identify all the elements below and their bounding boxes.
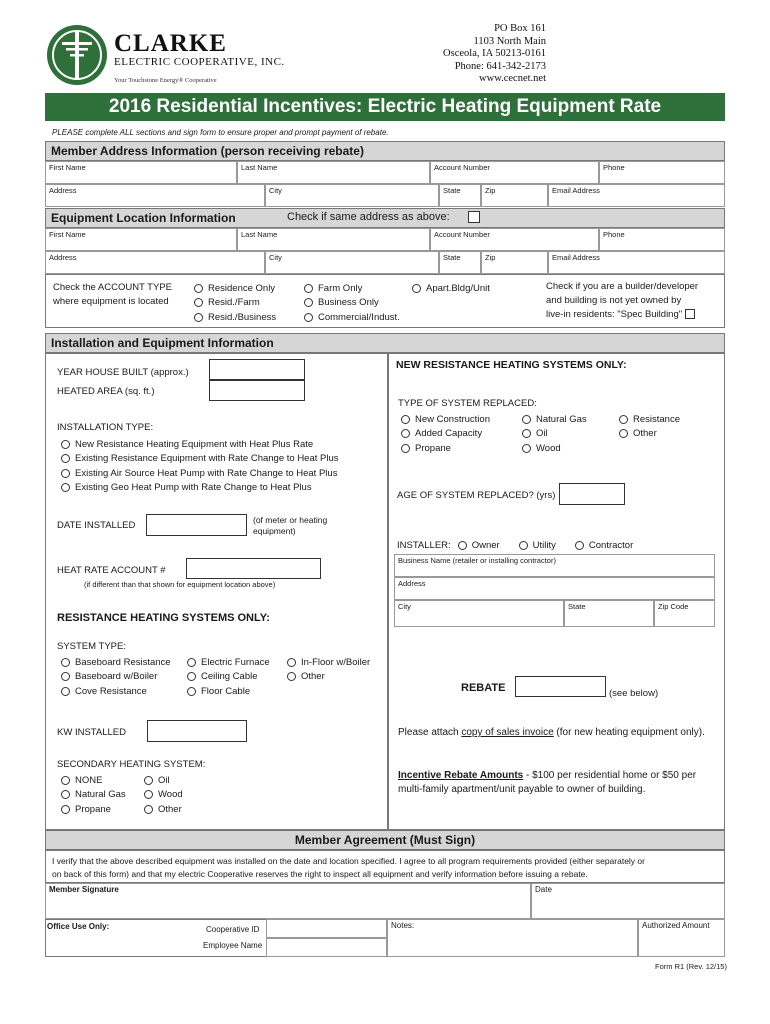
radio-icon[interactable] <box>401 415 410 424</box>
location-account-number[interactable]: Account Number <box>430 228 599 251</box>
radio-replaced[interactable] <box>522 412 587 427</box>
agreement-text <box>52 855 645 881</box>
radio-system-type[interactable] <box>61 684 171 699</box>
secondary-label: SECONDARY HEATING SYSTEM: <box>57 759 206 770</box>
radio-icon[interactable] <box>194 313 203 322</box>
radio-icon[interactable] <box>194 298 203 307</box>
radio-resid-business[interactable] <box>194 310 276 325</box>
heat-rate-note: (if different than that shown for equipment location above) <box>84 580 276 589</box>
location-state[interactable]: State <box>439 251 481 274</box>
radio-icon[interactable] <box>187 672 196 681</box>
radio-icon[interactable] <box>144 805 153 814</box>
radio-commercial[interactable] <box>304 310 400 325</box>
radio-replaced[interactable] <box>401 441 490 456</box>
heated-area-label: HEATED AREA (sq. ft.) <box>57 386 155 397</box>
form-id: Form R1 (Rev. 12/15) <box>655 962 727 971</box>
radio-icon[interactable] <box>304 313 313 322</box>
radio-icon[interactable] <box>287 658 296 667</box>
rebate-amounts-line <box>398 769 696 783</box>
radio-icon[interactable] <box>304 298 313 307</box>
radio-icon[interactable] <box>61 776 70 785</box>
radio-install-type[interactable] <box>61 481 339 496</box>
radio-icon[interactable] <box>522 444 531 453</box>
account-type-label <box>53 281 172 309</box>
org-name: CLARKE <box>114 30 227 57</box>
member-first-name[interactable]: First Name <box>45 161 237 184</box>
instructions: PLEASE complete ALL sections and sign form to ensure proper and prompt payment of rebate. <box>52 128 389 137</box>
office-use-label: Office Use Only: <box>47 922 110 931</box>
radio-apart-bldg[interactable] <box>412 281 490 296</box>
location-first-name[interactable]: First Name <box>45 228 237 251</box>
radio-secondary[interactable] <box>61 788 126 803</box>
system-type-col1 <box>61 655 171 699</box>
notes-label: Notes: <box>391 921 415 930</box>
date-note-line: equipment) <box>253 526 296 536</box>
member-account-number[interactable]: Account Number <box>430 161 599 184</box>
radio-system-type[interactable] <box>61 670 171 685</box>
radio-label: Existing Air Source Heat Pump with Rate Change to Heat Plus <box>75 467 338 479</box>
radio-system-type[interactable] <box>187 684 270 699</box>
replaced-col2 <box>522 412 587 456</box>
replaced-col1 <box>401 412 490 456</box>
radio-icon[interactable] <box>61 805 70 814</box>
radio-icon[interactable] <box>575 541 584 550</box>
installer-grid <box>394 554 715 627</box>
heated-area-input[interactable] <box>209 380 305 401</box>
radio-label: NONE <box>75 774 103 786</box>
radio-install-type[interactable] <box>61 452 339 467</box>
date-installed-label: DATE INSTALLED <box>57 520 136 531</box>
coop-id-field[interactable] <box>266 919 387 938</box>
radio-icon[interactable] <box>144 776 153 785</box>
spec-building-checkbox[interactable] <box>685 309 695 319</box>
radio-icon[interactable] <box>61 658 70 667</box>
notes-field[interactable] <box>387 919 638 957</box>
account-type-col3 <box>412 281 490 296</box>
radio-icon[interactable] <box>458 541 467 550</box>
authorized-amount-field[interactable] <box>638 919 725 957</box>
radio-replaced[interactable] <box>401 412 490 427</box>
system-type-col3 <box>287 655 370 684</box>
radio-system-type[interactable] <box>61 655 171 670</box>
radio-label: Residence Only <box>208 282 276 294</box>
radio-icon[interactable] <box>61 469 70 478</box>
builder-note-line: and building is not yet owned by <box>546 295 682 306</box>
radio-replaced[interactable] <box>401 427 490 442</box>
member-phone[interactable]: Phone <box>599 161 725 184</box>
replaced-col3 <box>619 412 680 441</box>
member-zip[interactable]: Zip <box>481 184 548 207</box>
radio-icon[interactable] <box>187 687 196 696</box>
radio-label: In-Floor w/Boiler <box>301 656 371 668</box>
member-last-name[interactable]: Last Name <box>237 161 430 184</box>
system-type-col2 <box>187 655 270 699</box>
radio-icon[interactable] <box>194 284 203 293</box>
member-section-heading: Member Address Information (person receiving rebate) <box>45 141 725 161</box>
radio-secondary[interactable] <box>61 802 126 817</box>
radio-label: Commercial/Indust. <box>318 311 400 323</box>
rebate-note: (see below) <box>609 688 659 699</box>
radio-label: Oil <box>536 428 548 440</box>
org-sub: ELECTRIC COOPERATIVE, INC. <box>114 56 285 68</box>
location-heading-text: Equipment Location Information <box>51 211 236 225</box>
installer-options <box>397 538 633 553</box>
radio-label: Wood <box>158 789 183 801</box>
agreement-date-field[interactable] <box>531 883 725 919</box>
radio-icon[interactable] <box>61 687 70 696</box>
radio-icon[interactable] <box>401 429 410 438</box>
account-type-col1 <box>194 281 276 325</box>
radio-label: Baseboard w/Boiler <box>75 671 158 683</box>
radio-system-type[interactable] <box>187 655 270 670</box>
radio-icon[interactable] <box>61 454 70 463</box>
installer-row <box>397 538 633 553</box>
installer-city-field[interactable]: City <box>394 600 564 627</box>
page-title: 2016 Residential Incentives: Electric Heating Equipment Rate <box>45 93 725 121</box>
member-city[interactable]: City <box>265 184 439 207</box>
installer-state-field[interactable]: State <box>564 600 654 627</box>
radio-install-type[interactable] <box>61 466 339 481</box>
builder-note-text: live-in residents: "Spec Building" <box>546 309 683 320</box>
location-zip[interactable]: Zip <box>481 251 548 274</box>
attach-link: copy of sales invoice <box>461 727 554 738</box>
account-type-label-line: Check the ACCOUNT TYPE <box>53 282 172 293</box>
radio-secondary[interactable] <box>144 773 183 788</box>
agreement-line: on back of this form) and that my electric Cooperative reserves the right to inspect all equipment and verify information before issuing a rebate. <box>52 869 588 879</box>
builder-note-line: Check if you are a builder/developer <box>546 281 699 292</box>
same-address-checkbox[interactable] <box>468 211 480 223</box>
location-last-name[interactable]: Last Name <box>237 228 430 251</box>
location-grid <box>45 228 725 274</box>
radio-label: Contractor <box>588 539 634 551</box>
address-line: Phone: 641-342-2173 <box>454 60 546 72</box>
rebate-amounts-text: - $100 per residential home or $50 per <box>523 770 697 781</box>
radio-label: Resistance <box>633 413 680 425</box>
radio-label: Wood <box>536 442 561 454</box>
radio-install-type[interactable] <box>61 437 339 452</box>
attach-post: (for new heating equipment only). <box>553 727 705 738</box>
address-line: PO Box 161 <box>494 23 546 34</box>
radio-icon[interactable] <box>61 440 70 449</box>
radio-label: Added Capacity <box>415 428 483 440</box>
same-address-label: Check if same address as above: <box>287 211 450 223</box>
rebate-amounts-title: Incentive Rebate Amounts <box>398 770 524 781</box>
date-note-line: (of meter or heating <box>253 515 328 525</box>
business-name-field[interactable]: Business Name (retailer or installing contractor) <box>394 554 715 577</box>
installation-type-label: INSTALLATION TYPE: <box>57 422 154 433</box>
installer-address-field[interactable]: Address <box>394 577 715 600</box>
radio-icon[interactable] <box>61 790 70 799</box>
year-built-label: YEAR HOUSE BUILT (approx.) <box>57 367 189 378</box>
radio-icon[interactable] <box>61 672 70 681</box>
rebate-input[interactable] <box>515 676 606 697</box>
radio-label: Farm Only <box>318 282 363 294</box>
radio-label: Resid./Business <box>208 311 277 323</box>
radio-icon[interactable] <box>522 429 531 438</box>
account-type-label-line: where equipment is located <box>53 296 169 307</box>
radio-icon[interactable] <box>61 483 70 492</box>
installer-label: INSTALLER: <box>397 539 451 551</box>
radio-label: Other <box>301 671 325 683</box>
date-note <box>253 515 327 537</box>
coop-id-label: Cooperative ID <box>206 925 260 934</box>
secondary-col2 <box>144 773 183 817</box>
agreement-heading: Member Agreement (Must Sign) <box>45 830 725 850</box>
radio-icon[interactable] <box>519 541 528 550</box>
kw-installed-label: KW INSTALLED <box>57 727 126 738</box>
radio-label: Floor Cable <box>201 685 251 697</box>
location-email[interactable]: Email Address <box>548 251 725 274</box>
radio-label: Propane <box>75 803 111 815</box>
resistance-only-heading: RESISTANCE HEATING SYSTEMS ONLY: <box>57 612 270 624</box>
radio-farm-only[interactable] <box>304 281 400 296</box>
builder-note-line <box>546 308 698 322</box>
radio-label: Ceiling Cable <box>201 671 258 683</box>
radio-icon[interactable] <box>401 444 410 453</box>
radio-replaced[interactable] <box>619 412 680 427</box>
attach-pre: Please attach <box>398 727 462 738</box>
radio-icon[interactable] <box>287 672 296 681</box>
radio-replaced[interactable] <box>522 441 587 456</box>
authorized-label: Authorized Amount <box>642 921 710 930</box>
coop-logo-icon <box>46 24 108 86</box>
radio-icon[interactable] <box>304 284 313 293</box>
radio-icon[interactable] <box>522 415 531 424</box>
radio-label: Utility <box>532 539 556 551</box>
heat-rate-account-input[interactable] <box>186 558 321 579</box>
member-state[interactable]: State <box>439 184 481 207</box>
installation-section-heading: Installation and Equipment Information <box>45 333 725 353</box>
radio-icon[interactable] <box>412 284 421 293</box>
builder-note <box>546 280 698 322</box>
secondary-col1 <box>61 773 126 817</box>
member-address[interactable]: Address <box>45 184 265 207</box>
radio-label: Other <box>633 428 657 440</box>
radio-secondary[interactable] <box>144 788 183 803</box>
radio-secondary[interactable] <box>61 773 126 788</box>
member-email[interactable]: Email Address <box>548 184 725 207</box>
radio-resid-farm[interactable] <box>194 296 276 311</box>
rebate-label: REBATE <box>461 682 506 694</box>
radio-label: Owner <box>471 539 500 551</box>
radio-label: Existing Resistance Equipment with Rate Change to Heat Plus <box>75 453 339 465</box>
radio-icon[interactable] <box>619 415 628 424</box>
installation-type-list <box>61 437 339 495</box>
radio-label: Natural Gas <box>75 789 126 801</box>
contact-address <box>346 23 546 86</box>
member-signature-field[interactable] <box>45 883 531 919</box>
radio-system-type[interactable] <box>287 670 370 685</box>
radio-label: New Construction <box>415 413 490 425</box>
location-phone[interactable]: Phone <box>599 228 725 251</box>
radio-label: Electric Furnace <box>201 656 270 668</box>
radio-label: Oil <box>158 774 170 786</box>
employee-name-label: Employee Name <box>203 941 263 950</box>
address-line: Osceola, IA 50213-0161 <box>443 48 546 59</box>
radio-system-type[interactable] <box>187 670 270 685</box>
type-replaced-label: TYPE OF SYSTEM REPLACED: <box>398 398 537 409</box>
date-label: Date <box>535 885 552 894</box>
member-grid <box>45 161 725 207</box>
radio-icon[interactable] <box>187 658 196 667</box>
radio-label: Business Only <box>318 297 379 309</box>
rebate-amounts-line2: multi-family apartment/unit payable to owner of building. <box>398 784 646 795</box>
radio-replaced[interactable] <box>619 427 680 442</box>
radio-label: Other <box>158 803 182 815</box>
address-line: 1103 North Main <box>473 35 546 47</box>
logo <box>46 24 108 86</box>
location-address[interactable]: Address <box>45 251 265 274</box>
radio-residence-only[interactable] <box>194 281 276 296</box>
radio-secondary[interactable] <box>144 802 183 817</box>
installer-zip-field[interactable]: Zip Code <box>654 600 715 627</box>
radio-label: Resid./Farm <box>208 297 260 309</box>
system-type-label: SYSTEM TYPE: <box>57 641 126 652</box>
date-installed-input[interactable] <box>146 514 247 536</box>
radio-label: Existing Geo Heat Pump with Rate Change to Heat Plus <box>75 482 312 494</box>
location-city[interactable]: City <box>265 251 439 274</box>
radio-business-only[interactable] <box>304 296 400 311</box>
new-resistance-heading: NEW RESISTANCE HEATING SYSTEMS ONLY: <box>396 359 627 371</box>
radio-label: Propane <box>415 442 451 454</box>
radio-replaced[interactable] <box>522 427 587 442</box>
radio-label: Apart.Bldg/Unit <box>426 282 490 294</box>
radio-label: New Resistance Heating Equipment with Heat Plus Rate <box>75 438 314 450</box>
radio-label: Baseboard Resistance <box>75 656 171 668</box>
radio-label: Cove Resistance <box>75 685 147 697</box>
age-replaced-label: AGE OF SYSTEM REPLACED? (yrs) <box>397 490 556 501</box>
rebate-amounts <box>398 769 696 797</box>
account-type-col2 <box>304 281 400 325</box>
employee-name-field[interactable] <box>266 938 387 957</box>
signature-label: Member Signature <box>49 885 119 894</box>
tagline: Your Touchstone Energy® Cooperative <box>114 77 217 84</box>
year-built-input[interactable] <box>209 359 305 380</box>
age-replaced-input[interactable] <box>559 483 625 505</box>
kw-installed-input[interactable] <box>147 720 247 742</box>
radio-label: Natural Gas <box>536 413 587 425</box>
agreement-line: I verify that the above described equipment was installed on the date and location specified. I agree to all program requirements provided (either separately or <box>52 856 645 866</box>
address-line: www.cecnet.net <box>479 73 546 84</box>
radio-system-type[interactable] <box>287 655 370 670</box>
radio-icon[interactable] <box>619 429 628 438</box>
heat-rate-account-label: HEAT RATE ACCOUNT # <box>57 565 166 576</box>
radio-icon[interactable] <box>144 790 153 799</box>
attach-invoice-text <box>398 727 705 738</box>
